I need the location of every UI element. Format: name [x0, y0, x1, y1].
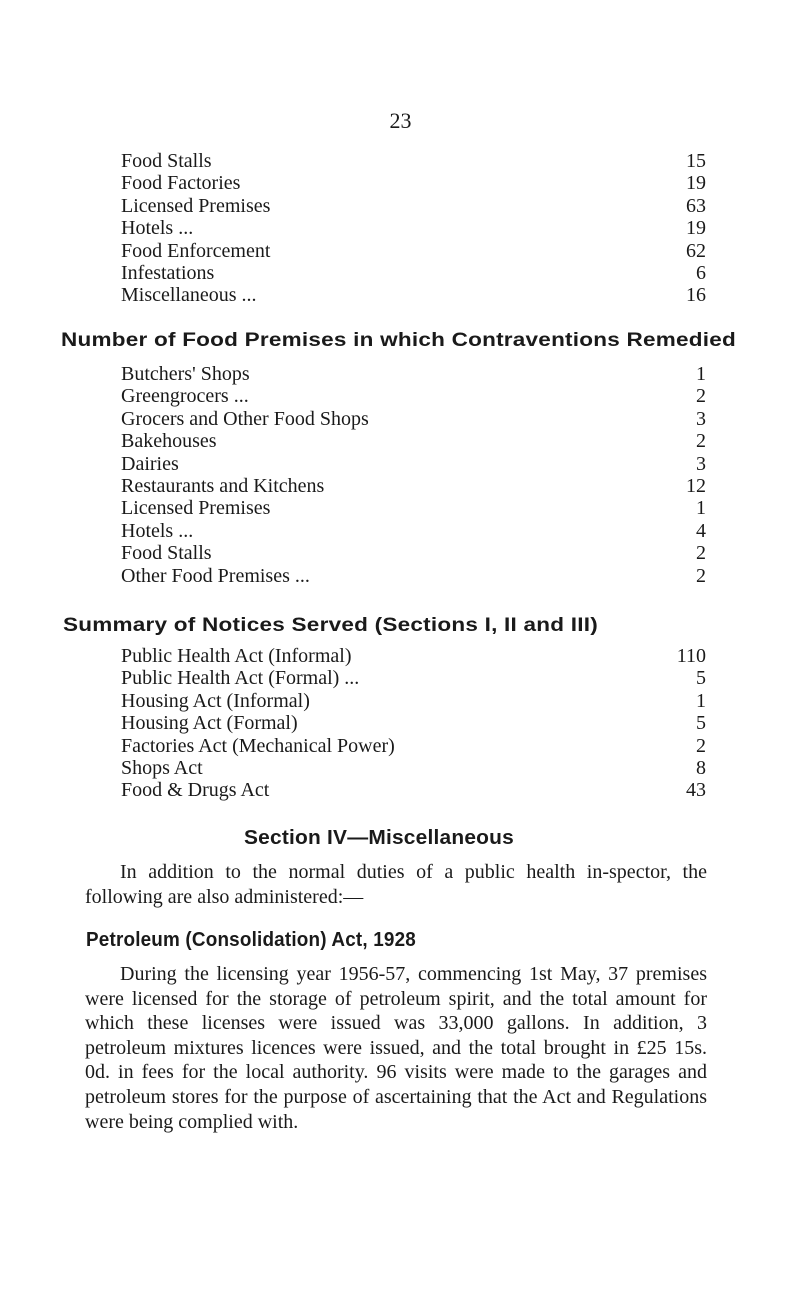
item-label: Food Stalls — [121, 150, 212, 172]
item-label: Factories Act (Mechanical Power) — [121, 734, 395, 757]
item-value: 4 — [696, 519, 706, 542]
item-label: Bakehouses — [121, 430, 217, 453]
item-value: 2 — [696, 385, 706, 408]
item-label: Housing Act (Formal) — [121, 712, 298, 735]
list-item — [121, 408, 706, 430]
petroleum-paragraph: During the licensing year 1956-57, commencing 1st May, 37 premises were licensed for the storage of petroleum spirit, and the total amount for which these licenses were issued was 33,000 gallons. In addition, 3 petroleum mixtures licences were issued, and the total brought in £25 15s. 0d. in fees for the local authority. 96 visits were made to the garages and petroleum stores for the purpose of ascertaining that the Act and Regulations were being complied with. — [85, 963, 707, 1133]
item-label: Hotels ... — [121, 519, 194, 542]
item-label: Miscellaneous ... — [121, 284, 257, 307]
item-value: 8 — [696, 756, 706, 779]
petroleum-heading: Petroleum (Consolidation) Act, 1928 — [86, 929, 416, 951]
item-label: Food Factories — [121, 172, 241, 195]
item-label: Food Enforcement — [121, 239, 271, 262]
list-item — [121, 430, 706, 452]
item-value: 5 — [696, 667, 706, 690]
item-value: 63 — [686, 194, 706, 217]
item-label: Food & Drugs Act — [121, 779, 270, 802]
item-value: 62 — [686, 239, 706, 262]
list-item — [121, 453, 706, 475]
list-item — [121, 735, 706, 757]
list-item — [121, 690, 706, 712]
list-item — [121, 240, 706, 262]
item-value: 1 — [696, 363, 706, 385]
item-value: 15 — [686, 150, 706, 172]
contraventions-list — [121, 363, 706, 587]
item-label: Greengrocers ... — [121, 385, 249, 408]
item-value: 16 — [686, 284, 706, 307]
item-value: 3 — [696, 452, 706, 475]
list-item — [121, 757, 706, 779]
item-label: Infestations — [121, 261, 215, 284]
item-label: Licensed Premises — [121, 194, 271, 217]
list-item — [121, 779, 706, 801]
item-label: Other Food Premises ... — [121, 564, 310, 587]
list-item — [121, 262, 706, 284]
item-label: Grocers and Other Food Shops — [121, 407, 369, 430]
item-value: 2 — [696, 564, 706, 587]
section-iv-heading: Section IV—Miscellaneous — [244, 827, 514, 849]
item-value: 43 — [686, 779, 706, 802]
list-item — [121, 284, 706, 306]
list-item — [121, 497, 706, 519]
item-label: Housing Act (Informal) — [121, 689, 310, 712]
list-item — [121, 217, 706, 239]
notices-heading: Summary of Notices Served (Sections I, II and III) — [63, 614, 598, 636]
list-item — [121, 385, 706, 407]
list-item — [121, 195, 706, 217]
list-item — [121, 565, 706, 587]
item-label: Licensed Premises — [121, 497, 271, 520]
list-item — [121, 542, 706, 564]
item-label: Public Health Act (Formal) ... — [121, 667, 360, 690]
item-value: 19 — [686, 172, 706, 195]
item-value: 2 — [696, 542, 706, 565]
section-iv-paragraph: In addition to the normal duties of a public health in-spector, the following are also administered:— — [85, 861, 707, 908]
item-label: Shops Act — [121, 756, 203, 779]
item-label: Public Health Act (Informal) — [121, 645, 352, 667]
item-value: 110 — [676, 645, 706, 667]
item-label: Hotels ... — [121, 217, 194, 240]
item-label: Dairies — [121, 452, 179, 475]
item-label: Butchers' Shops — [121, 363, 250, 385]
item-value: 1 — [696, 497, 706, 520]
item-value: 2 — [696, 430, 706, 453]
list-item — [121, 475, 706, 497]
list-item — [121, 712, 706, 734]
page-number: 23 — [389, 108, 412, 133]
list-item — [121, 363, 706, 385]
item-value: 6 — [696, 261, 706, 284]
item-value: 1 — [696, 689, 706, 712]
item-value: 2 — [696, 734, 706, 757]
item-value: 19 — [686, 217, 706, 240]
list-item — [121, 645, 706, 667]
item-label: Restaurants and Kitchens — [121, 474, 325, 497]
item-label: Food Stalls — [121, 542, 212, 565]
premises-visits-list — [121, 150, 706, 307]
item-value: 12 — [686, 474, 706, 497]
contraventions-heading: Number of Food Premises in which Contraventions Remedied — [61, 329, 736, 351]
list-item — [121, 172, 706, 194]
list-item — [121, 520, 706, 542]
list-item — [121, 150, 706, 172]
notices-list — [121, 645, 706, 802]
item-value: 3 — [696, 407, 706, 430]
item-value: 5 — [696, 712, 706, 735]
list-item — [121, 667, 706, 689]
